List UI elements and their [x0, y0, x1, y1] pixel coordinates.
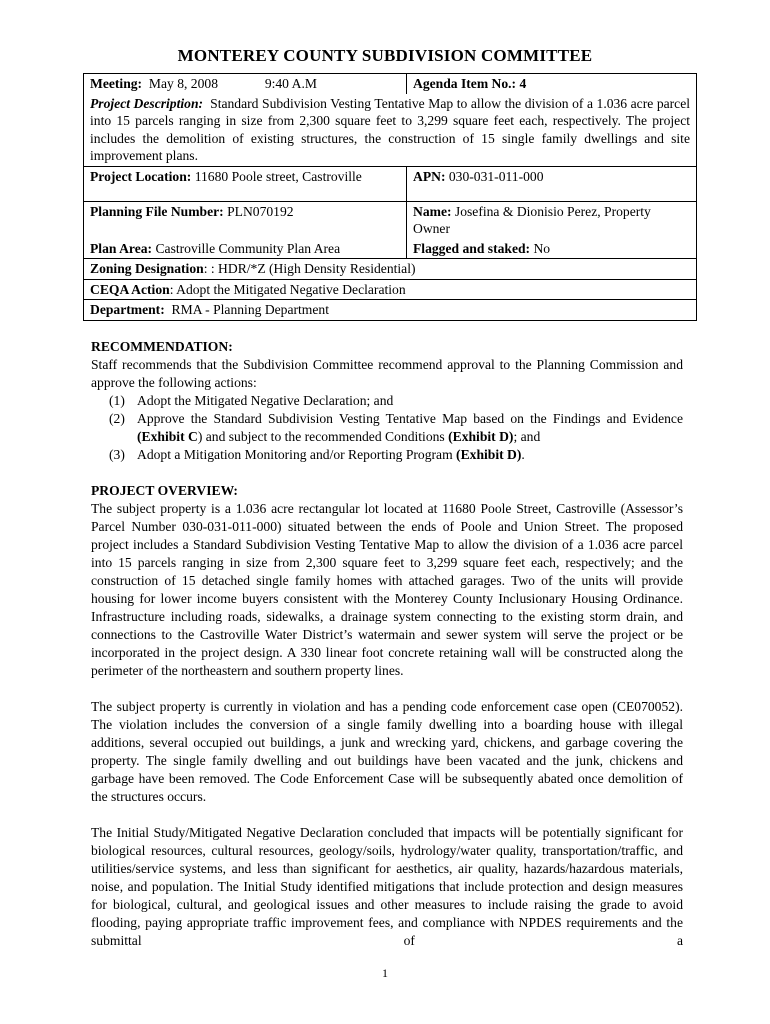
- meeting-date: May 8, 2008: [148, 76, 218, 91]
- overview-paragraph-2: The subject property is currently in violation and has a pending code enforcement case open (CE070052). The violation includes the conversion of a single family dwelling into a boarding house with illegal additions, several occupied out buildings, a junk and wrecking yard, chickens, and garbage covering the property. The single family dwelling and out buildings have been vacated and the junk, chickens and garbage have been removed. The Code Enforcement Case will be subsequently abated once demolition of the structures occurs.: [91, 699, 683, 804]
- name-label: Name:: [413, 203, 452, 219]
- list-item-number: (2): [109, 411, 125, 426]
- list-item: [91, 410, 683, 446]
- zoning-cell: [84, 259, 697, 280]
- list-item-text: Adopt a Mitigation Monitoring and/or Reporting Program: [137, 447, 457, 462]
- list-item: [91, 446, 683, 464]
- recommendation-heading: RECOMMENDATION:: [91, 339, 233, 354]
- flagged-label: Flagged and staked:: [413, 240, 531, 256]
- row-location: [84, 166, 697, 201]
- planning-cell: [84, 201, 407, 239]
- project-info-table: [83, 73, 697, 321]
- plan-area-label: Plan Area: [90, 240, 148, 256]
- meeting-cell: [84, 74, 407, 94]
- list-item-text: .: [521, 447, 525, 462]
- flagged-value: No: [533, 240, 551, 256]
- exhibit-d-ref: (Exhibit D): [448, 429, 514, 444]
- plan-area-value: Castroville Community Plan Area: [155, 240, 341, 256]
- location-label: Project Location: [90, 168, 187, 184]
- flagged-cell: [407, 239, 697, 259]
- row-department: [84, 300, 697, 321]
- agenda-item: Agenda Item No.: 4: [413, 76, 527, 91]
- meeting-label: Meeting:: [90, 76, 143, 91]
- description-cell: Project Description: Standard Subdivision Vesting Tentative Map to allow the division of a 1.036 acre parcel into 15 parcels ranging in size from 2,300 square feet to 3,299 square feet each, respectively. The project includes the demolition of existing structures, the construction of 15 single family dwellings and site improvement plans.: [84, 94, 697, 167]
- description-text: Standard Subdivision Vesting Tentative Map to allow the division of a 1.036 acre parcel into 15 parcels ranging in size from 2,300 square feet to 3,299 square feet each, respectively. The project includes the demolition of existing structures, the construction of 15 single family dwellings and site improvement plans.: [90, 95, 691, 163]
- description-label: Project Description: [90, 95, 199, 111]
- zoning-label: Zoning Designation: [90, 261, 204, 276]
- list-item-text: Approve the Standard Subdivision Vesting Tentative Map based on the Findings and Evidence: [137, 411, 683, 426]
- row-ceqa: [84, 279, 697, 300]
- department-label: Department:: [90, 302, 165, 317]
- recommendation-list: [91, 392, 683, 464]
- body-content: [91, 338, 683, 950]
- location-value: 11680 Poole street, Castroville: [194, 168, 362, 184]
- zoning-value: : : HDR/*Z (High Density Residential): [203, 261, 416, 276]
- ceqa-label: CEQA Action: [90, 281, 170, 297]
- plan-area-cell: Plan Area: Castroville Community Plan Area: [84, 239, 407, 259]
- exhibit-d-ref: (Exhibit D): [456, 447, 522, 462]
- overview-heading: PROJECT OVERVIEW:: [91, 483, 238, 498]
- row-description: [84, 94, 697, 167]
- meeting-time: 9:40 A.M: [264, 76, 317, 91]
- agenda-cell: [407, 74, 697, 94]
- list-item-text: ; and: [513, 429, 541, 444]
- exhibit-c-ref: (Exhibit C: [137, 429, 198, 444]
- row-plan-area: [84, 239, 697, 259]
- list-item: [91, 392, 683, 410]
- department-cell: [84, 300, 697, 321]
- list-item-number: (3): [109, 447, 125, 462]
- planning-label: Planning File Number:: [90, 203, 224, 219]
- row-meeting: [84, 74, 697, 94]
- location-cell: Project Location: 11680 Poole street, Castroville: [84, 166, 407, 201]
- list-item-text: ) and subject to the recommended Conditions: [197, 429, 449, 444]
- page-number: 1: [382, 966, 388, 980]
- recommendation-intro: Staff recommends that the Subdivision Committee recommend approval to the Planning Commission and approve the following actions:: [91, 357, 683, 390]
- list-item-number: (1): [109, 393, 125, 408]
- apn-value: 030-031-011-000: [448, 168, 544, 184]
- row-planning: [84, 201, 697, 239]
- ceqa-cell: CEQA Action: Adopt the Mitigated Negative Declaration: [84, 279, 697, 300]
- overview-paragraph-3: The Initial Study/Mitigated Negative Declaration concluded that impacts will be potentially significant for biological resources, cultural resources, geology/soils, hydrology/water quality, transportation/traffic, and utilities/service systems, and less than significant for aesthetics, air quality, hazards/hazardous materials, noise, and population. The Initial Study identified mitigations that include protection and design measures for biological, cultural, and geological issues and other measures to include raising the grade to avoid flooding, paying appropriate traffic improvement fees, and compliance with NPDES requirements and the submittal of a: [91, 825, 683, 948]
- department-value: RMA - Planning Department: [171, 302, 329, 317]
- apn-cell: [407, 166, 697, 201]
- planning-value: PLN070192: [227, 203, 294, 219]
- list-item-text: Adopt the Mitigated Negative Declaration; and: [137, 393, 394, 408]
- page-title: MONTEREY COUNTY SUBDIVISION COMMITTEE: [177, 46, 593, 65]
- overview-paragraph-1: The subject property is a 1.036 acre rectangular lot located at 11680 Poole Street, Castroville (Assessor’s Parcel Number 030-031-011-000) situated between the ends of Poole and Union Street. The proposed project includes a Standard Subdivision Vesting Tentative Map to allow the division of a 1.036 acre parcel into 15 parcels ranging in size from 2,300 square feet to 3,299 square feet each, respectively; and the construction of 15 detached single family homes with attached garages. Two of the units will provide housing for lower income buyers consistent with the Monterey County Inclusionary Housing Ordinance. Infrastructure including roads, sidewalks, a drainage system connecting to the existing storm drain, and connections to the Castroville Water District’s watermain and sewer system will serve the project or be incorporated in the project design. A 330 linear foot concrete retaining wall will be constructed along the perimeter of the northeastern and southern property lines.: [91, 501, 683, 678]
- owner-cell: [407, 201, 697, 239]
- row-zoning: [84, 259, 697, 280]
- apn-label: APN:: [413, 168, 446, 184]
- ceqa-value: Adopt the Mitigated Negative Declaration: [176, 281, 406, 297]
- name-value: Josefina & Dionisio Perez, Property Owner: [413, 203, 651, 236]
